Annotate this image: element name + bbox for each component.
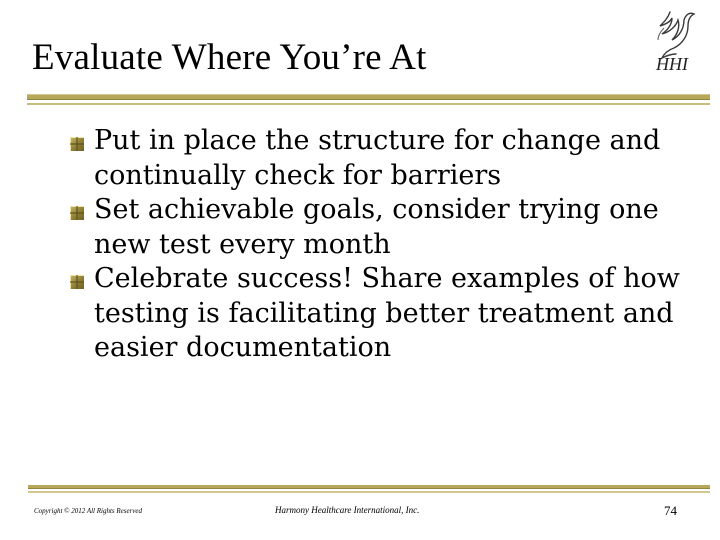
bullet-square-icon [70,206,84,220]
bullet-text: Put in place the structure for change and continually check for barriers [94,125,661,191]
slide-title: Evaluate Where You’re At [32,37,427,78]
dove-logo-icon [646,8,706,76]
bullet-item [70,193,690,262]
bullet-square-icon [70,275,84,289]
bullet-square-icon [70,137,84,151]
bullet-list [70,124,690,366]
footer-divider [28,485,710,489]
footer-copyright: Copyright © 2012 All Rights Reserved [34,507,143,515]
title-divider [27,94,710,100]
footer-company: Harmony Healthcare International, Inc. [275,505,420,515]
bullet-text: Celebrate success! Share examples of how testing is facilitating better treatment and easier documentation [94,263,680,363]
bullet-item [70,124,690,193]
page-number: 74 [664,503,677,518]
bullet-item [70,262,690,366]
logo-text: HHI [656,54,688,74]
footer-divider-thin [28,491,710,493]
bullet-text: Set achievable goals, consider trying one new test every month [94,194,659,260]
title-divider-thin [27,103,710,105]
